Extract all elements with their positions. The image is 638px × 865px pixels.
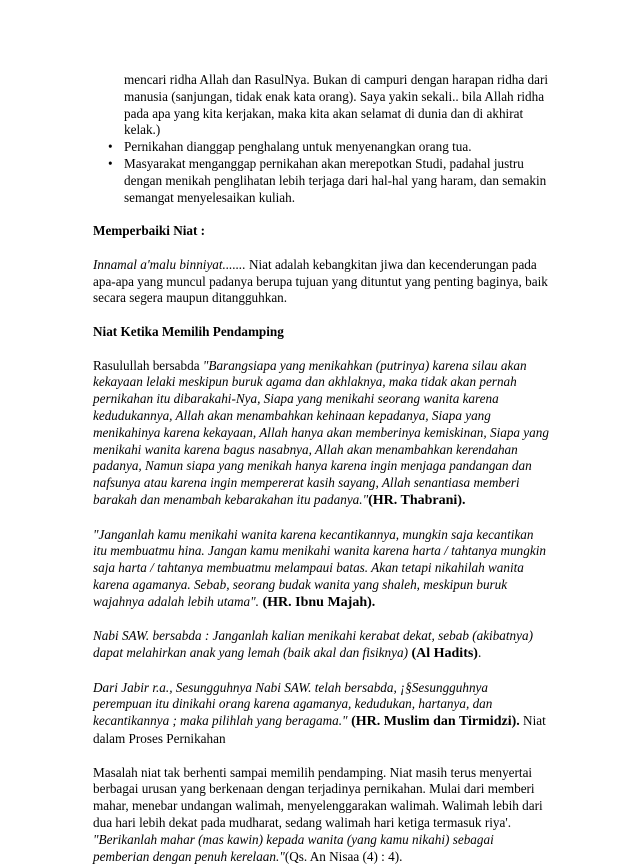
paragraph-proses-pernikahan [93, 765, 549, 865]
list-item [93, 139, 549, 156]
hadith-source: (HR. Thabrani). [368, 492, 466, 508]
paragraph-hadith-jabir [93, 680, 549, 748]
final-tail: (Qs. An Nisaa (4) : 4). [284, 848, 403, 864]
paragraph-niat [93, 257, 549, 307]
bullet-text: Masyarakat menganggap pernikahan akan merepotkan Studi, padahal justru dengan menikah penglihatan lebih terjaga dari hal-hal yang haram, dan semakin semangat menyelesaikan kuliah. [124, 155, 547, 205]
niat-italic: Innamal a'malu binniyat....... [93, 256, 246, 272]
hadith-tail: . [477, 645, 482, 661]
bullet-icon: • [108, 155, 113, 171]
final-quote: "Berikanlah mahar (mas kawin) kepada wanita (yang kamu nikahi) sebagai pemberian dengan penuh kerelaan." [93, 831, 494, 864]
paragraph-hadith-kerabat [93, 628, 549, 663]
hadith-quote: Dari Jabir r.a., Sesungguhnya Nabi SAW. telah bersabda, ¡§Sesungguhnya perempuan itu dinikahi orang karena agamanya, kedudukan, hartanya, dan kecantikannya ; maka pilihlah yang beragama." [93, 679, 493, 729]
hadith-quote: "Janganlah kamu menikahi wanita karena kecantikannya, mungkin saja kecantikan itu membuatmu hina. Jangan kamu menikahi wanita karena harta / tahtanya mungkin saja harta / tahtanya membuatmu melampaui batas. Akan tetapi nikahilah wanita karena agamanya. Sebab, seorang budak wanita yang shaleh, meskipun buruk wajahnya adalah lebih utama". [93, 526, 546, 609]
hadith-source: (HR. Muslim dan Tirmidzi). [347, 714, 520, 730]
bullet-icon: • [108, 139, 113, 155]
hadith-quote: "Barangsiapa yang menikahkan (putrinya) karena silau akan kekayaan lelaki meskipun buruk agama dan akhlaknya, maka tidak akan pernah pernikahan itu dibarakahi-Nya, Siapa yang menikahi seorang wanita karena kedudukannya, Allah akan menambahkan kehinaan kepadanya, Siapa yang menikahinya karena kekayaan, Allah hanya akan memberinya kemiskinan, Siapa yang menikahi wanita karena bagus nasabnya, Allah akan menambahkan kerendahan padanya, Namun siapa yang menikah hanya karena ingin menjaga pandangan dan nafsunya atau karena ingin mempererat kasih sayang, Allah senantiasa memberi barakah dan menambah kebarakahan itu padanya." [93, 357, 549, 507]
heading-niat-pendamping: Niat Ketika Memilih Pendamping [93, 323, 284, 339]
hadith-tail: Niat dalam Proses Pernikahan [93, 713, 546, 747]
hadith-source: (HR. Ibnu Majah). [258, 594, 376, 610]
intro-continuation: mencari ridha Allah dan RasulNya. Bukan di campuri dengan harapan ridha dari manusia (sanjungan, tidak enak kata orang). Saya yakin sekali.. bila Allah ridha pada apa yang kita kerjakan, maka kita akan selamat di dunia dan di akhirat kelak.) [124, 72, 549, 138]
hadith-quote: Nabi SAW. bersabda : Janganlah kalian menikahi kerabat dekat, sebab (akibatnya) dapat melahirkan anak yang lemah (baik akal dan fisiknya) [93, 628, 533, 661]
heading-memperbaiki-niat: Memperbaiki Niat : [93, 223, 206, 239]
hadith-lead: Rasulullah bersabda [93, 357, 203, 373]
document-page [93, 72, 549, 865]
hadith-source: (Al Hadits) [407, 646, 478, 662]
bullet-list [93, 139, 549, 206]
paragraph-hadith-ibnu-majah [93, 527, 549, 612]
paragraph-hadith-thabrani [93, 358, 549, 510]
niat-text: Niat adalah kebangkitan jiwa dan kecenderungan pada apa-apa yang muncul padanya berupa tujuan yang dituntut yang penting baginya, baik secara segera maupun ditangguhkan. [93, 256, 548, 306]
bullet-text: Pernikahan dianggap penghalang untuk menyenangkan orang tua. [124, 139, 472, 155]
final-text: Masalah niat tak berhenti sampai memilih pendamping. Niat masih terus menyertai berbagai urusan yang berkenaan dengan terjadinya pernikahan. Mulai dari memberi mahar, menebar undangan walimah, menyelenggarakan walimah. Walimah lebih dari dua hari lebih dekat pada mudharat, sedang walimah hari ketiga termasuk riya'. [93, 764, 543, 831]
list-item [93, 156, 549, 206]
